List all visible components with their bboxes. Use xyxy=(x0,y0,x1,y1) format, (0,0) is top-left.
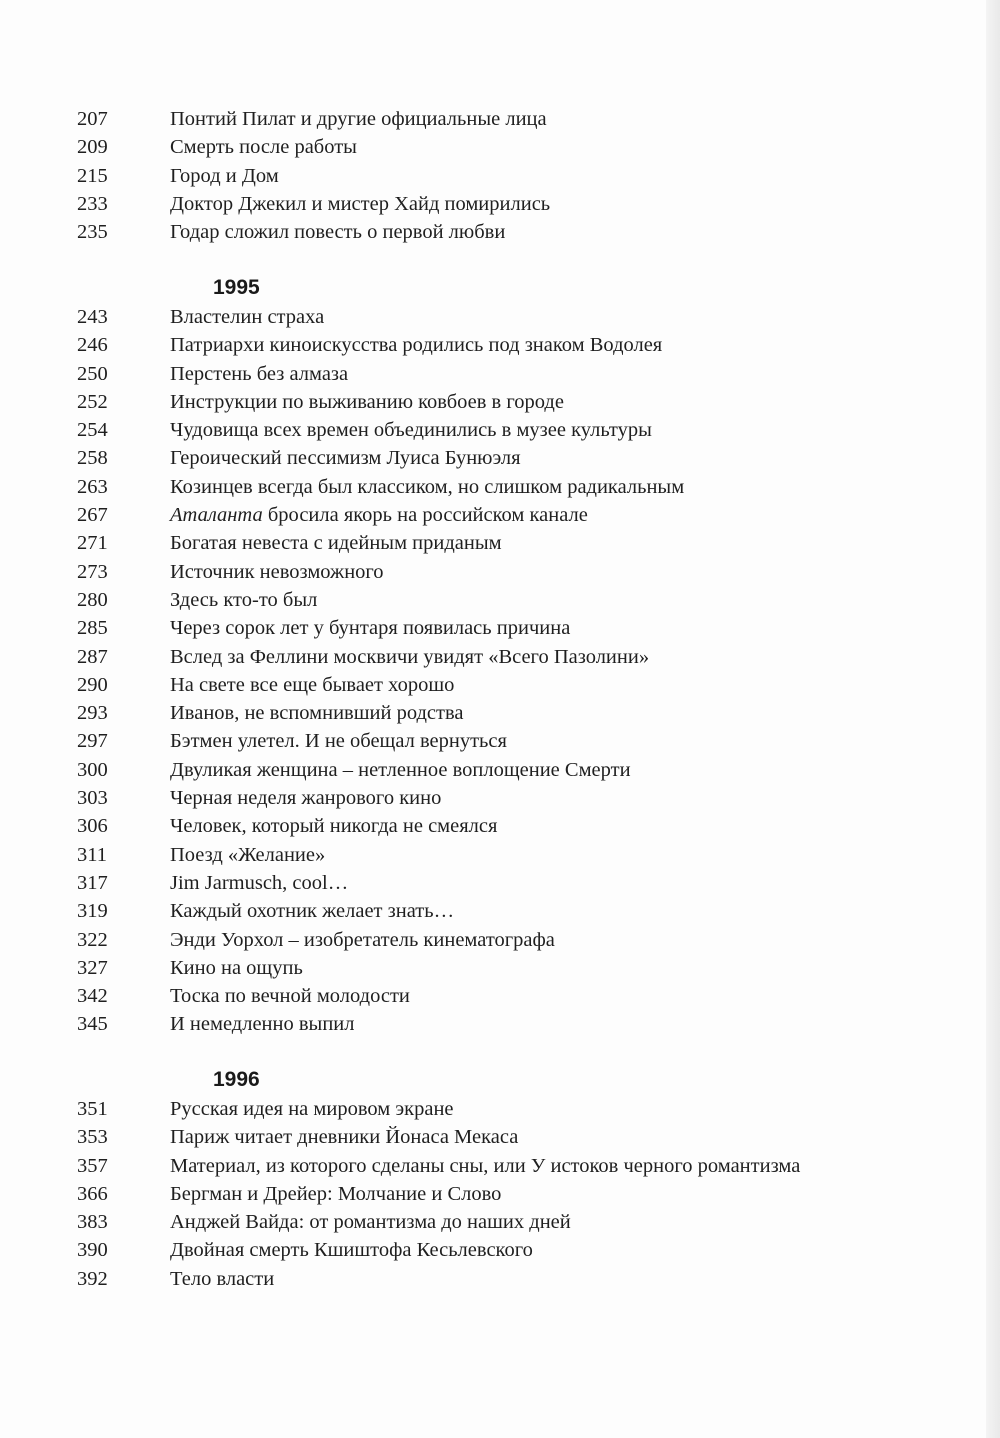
toc-page-number: 351 xyxy=(77,1098,108,1120)
toc-entry-title: Властелин страха xyxy=(170,306,325,328)
toc-page-number: 215 xyxy=(77,164,108,187)
toc-entry xyxy=(0,1010,1000,1038)
toc-page-number: 207 xyxy=(77,108,108,130)
toc-entry-title: Человек, который никогда не смеялся xyxy=(170,815,498,838)
toc-entry-title: Кино на ощупь xyxy=(170,956,303,979)
toc-page-number: 319 xyxy=(77,900,108,923)
toc-page-number: 342 xyxy=(77,985,108,1008)
toc-entry xyxy=(0,954,1000,982)
toc-page-number: 306 xyxy=(77,815,108,838)
toc-entry xyxy=(0,105,1000,133)
year-heading-1995: 1995 xyxy=(213,276,260,299)
toc-page-number: 273 xyxy=(77,560,108,583)
toc-page-number: 285 xyxy=(77,617,108,640)
toc-entry-title: Перстень без алмаза xyxy=(170,362,349,385)
toc-entry xyxy=(0,643,1000,671)
toc-entry-title: Вслед за Феллини москвичи увидят «Всего Пазолини» xyxy=(170,645,650,668)
toc-entry-title: Двойная смерть Кшиштофа Кесьлевского xyxy=(170,1239,533,1262)
toc-entry-title: Здесь кто-то был xyxy=(170,588,318,611)
toc-page-number: 322 xyxy=(77,928,108,951)
year-heading-1996: 1996 xyxy=(213,1068,260,1091)
toc-page-number: 258 xyxy=(77,447,108,470)
toc-entry xyxy=(0,1095,1000,1123)
toc-page-number: 383 xyxy=(77,1211,108,1234)
toc-entry xyxy=(0,812,1000,840)
toc-entry-title-italic: Аталанта xyxy=(170,504,263,527)
toc-entry xyxy=(0,1236,1000,1264)
toc-entry-title: Каждый охотник желает знать… xyxy=(170,900,455,923)
toc-entry xyxy=(0,727,1000,755)
toc-page-number: 246 xyxy=(77,334,108,357)
toc-entry-title: Патриархи киноискусства родились под знаком Водолея xyxy=(170,334,663,357)
toc-entry-title: Понтий Пилат и другие официальные лица xyxy=(170,108,547,130)
toc-entry xyxy=(0,784,1000,812)
toc-entry xyxy=(0,897,1000,925)
toc-entry xyxy=(0,869,1000,897)
toc-page-number: 243 xyxy=(77,306,108,328)
toc-page-number: 366 xyxy=(77,1182,108,1205)
toc-page-number: 267 xyxy=(77,504,108,527)
toc-entry-title: Двуликая женщина – нетленное воплощение Смерти xyxy=(170,758,631,781)
toc-entry xyxy=(0,388,1000,416)
toc-entry-title xyxy=(170,501,588,529)
toc-page-number: 235 xyxy=(77,221,108,244)
contents-group-1996 xyxy=(0,1095,1000,1293)
toc-page-number: 353 xyxy=(77,1126,108,1149)
toc-entry xyxy=(0,1208,1000,1236)
toc-entry xyxy=(0,133,1000,161)
toc-entry xyxy=(0,614,1000,642)
toc-entry xyxy=(0,982,1000,1010)
toc-page-number: 293 xyxy=(77,702,108,725)
toc-entry-title: Jim Jarmusch, cool… xyxy=(170,871,349,894)
toc-page-number: 263 xyxy=(77,475,108,498)
toc-entry xyxy=(0,841,1000,869)
toc-page-number: 297 xyxy=(77,730,108,753)
toc-entry-title: Инструкции по выживанию ковбоев в городе xyxy=(170,390,564,413)
toc-page-number: 300 xyxy=(77,758,108,781)
toc-entry-title: И немедленно выпил xyxy=(170,1013,355,1036)
toc-page-number: 345 xyxy=(77,1013,108,1036)
toc-entry-title: Русская идея на мировом экране xyxy=(170,1098,454,1120)
toc-entry xyxy=(0,756,1000,784)
toc-entry xyxy=(0,671,1000,699)
toc-entry xyxy=(0,303,1000,331)
toc-entry-title: Тоска по вечной молодости xyxy=(170,985,410,1008)
toc-page-number: 311 xyxy=(77,843,107,866)
toc-entry-title: Тело власти xyxy=(170,1267,275,1290)
toc-page-number: 287 xyxy=(77,645,108,668)
toc-entry xyxy=(0,416,1000,444)
toc-entry-title: Смерть после работы xyxy=(170,136,357,159)
toc-page-number: 209 xyxy=(77,136,108,159)
toc-entry xyxy=(0,444,1000,472)
toc-entry xyxy=(0,1180,1000,1208)
toc-entry xyxy=(0,529,1000,557)
toc-entry-title: Бергман и Дрейер: Молчание и Слово xyxy=(170,1182,502,1205)
toc-entry xyxy=(0,926,1000,954)
toc-page-number: 317 xyxy=(77,871,108,894)
toc-entry-title: На свете все еще бывает хорошо xyxy=(170,673,455,696)
toc-entry-title: Доктор Джекил и мистер Хайд помирились xyxy=(170,192,551,215)
toc-entry xyxy=(0,473,1000,501)
toc-entry xyxy=(0,1265,1000,1293)
toc-page-number: 233 xyxy=(77,192,108,215)
toc-page-number: 271 xyxy=(77,532,108,555)
toc-entry-title: Париж читает дневники Йонаса Мекаса xyxy=(170,1126,519,1149)
toc-entry-title: Материал, из которого сделаны сны, или У истоков черного романтизма xyxy=(170,1154,801,1177)
toc-entry xyxy=(0,331,1000,359)
toc-entry xyxy=(0,1123,1000,1151)
toc-entry xyxy=(0,162,1000,190)
toc-entry xyxy=(0,360,1000,388)
toc-entry-title: Героический пессимизм Луиса Бунюэля xyxy=(170,447,521,470)
toc-entry xyxy=(0,1152,1000,1180)
toc-entry-title: Энди Уорхол – изобретатель кинематографа xyxy=(170,928,555,951)
toc-page-number: 390 xyxy=(77,1239,108,1262)
toc-entry xyxy=(0,190,1000,218)
toc-page-number: 280 xyxy=(77,588,108,611)
toc-entry-title: Иванов, не вспомнивший родства xyxy=(170,702,464,725)
toc-entry-title: Бэтмен улетел. И не обещал вернуться xyxy=(170,730,507,753)
contents-group-continued xyxy=(0,105,1000,246)
toc-entry-title: Черная неделя жанрового кино xyxy=(170,787,442,810)
toc-page-number: 392 xyxy=(77,1267,108,1290)
toc-entry-title-rest: бросила якорь на российском канале xyxy=(262,504,588,527)
toc-entry-title: Чудовища всех времен объединились в музее культуры xyxy=(170,419,652,442)
contents-group-1995 xyxy=(0,303,1000,1039)
toc-page-number: 357 xyxy=(77,1154,108,1177)
toc-entry-title: Через сорок лет у бунтаря появилась причина xyxy=(170,617,571,640)
toc-entry xyxy=(0,586,1000,614)
toc-entry-title: Годар сложил повесть о первой любви xyxy=(170,221,506,244)
toc-entry xyxy=(0,558,1000,586)
toc-entry-title: Источник невозможного xyxy=(170,560,384,583)
toc-page-number: 252 xyxy=(77,390,108,413)
toc-page-number: 254 xyxy=(77,419,108,442)
toc-page-number: 327 xyxy=(77,956,108,979)
toc-entry-title: Богатая невеста с идейным приданым xyxy=(170,532,502,555)
toc-page-number: 250 xyxy=(77,362,108,385)
toc-entry xyxy=(0,699,1000,727)
toc-entry-title: Козинцев всегда был классиком, но слишком радикальным xyxy=(170,475,685,498)
toc-entry xyxy=(0,501,1000,529)
toc-entry-title: Город и Дом xyxy=(170,164,279,187)
toc-entry-title: Поезд «Желание» xyxy=(170,843,326,866)
toc-entry-title: Анджей Вайда: от романтизма до наших дней xyxy=(170,1211,571,1234)
toc-page-number: 290 xyxy=(77,673,108,696)
toc-page-number: 303 xyxy=(77,787,108,810)
toc-entry xyxy=(0,218,1000,246)
